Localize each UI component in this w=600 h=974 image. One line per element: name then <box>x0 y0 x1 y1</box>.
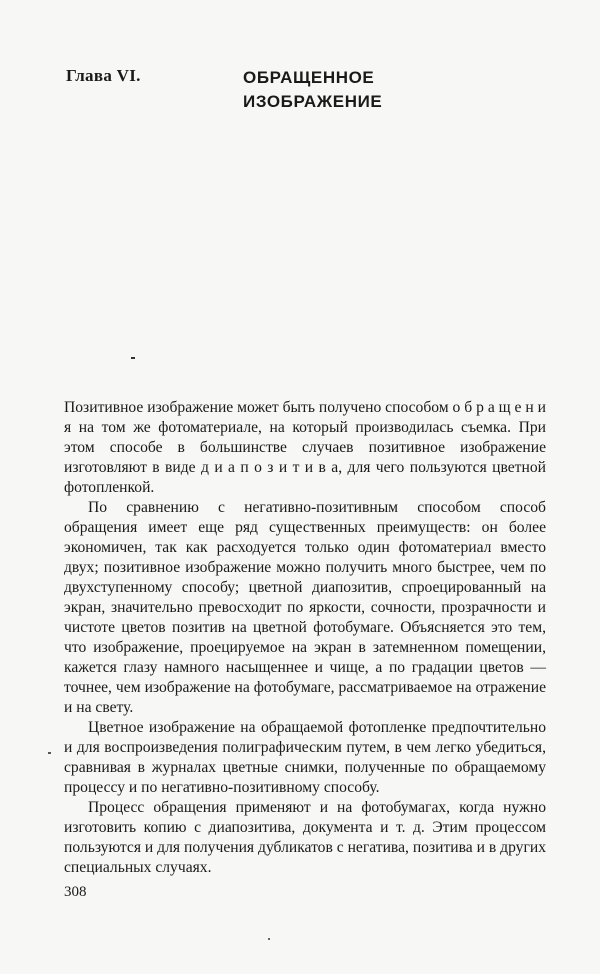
chapter-title-line-1: ОБРАЩЕННОЕ <box>243 68 375 87</box>
paragraph-3: Цветное изображение на обращаемой фотопленке предпочтительно и для воспроизведения полиграфическим путем, в чем легко убедиться, сравнивая в журналах цветные снимки, полученные по обращаемому процессу и по негативно-позитивному способу. <box>64 719 546 796</box>
chapter-label: Глава VI. <box>66 66 141 85</box>
page-number: 308 <box>64 884 87 900</box>
paragraph-1: Позитивное изображение может быть получено способом о б р а щ е н и я на том же фотоматериале, на который производилась съемка. При этом способе в большинстве случаев позитивное изображение изготовляют в виде д и а п о з и т и в а, для чего пользуются цветной фотопленкой. <box>64 399 546 496</box>
paragraph-2: По сравнению с негативно-позитивным способом способ обращения имеет еще ряд существенных преимуществ: он более экономичен, так как расходуется только один фотоматериал вместо двух; позитивное изображение можно получить много быстрее, чем по двухступенному способу; цветной диапозитив, спроецированный на экран, значительно превосходит по яркости, сочности, прозрачности и чистоте цветов позитив на цветной фотобумаге. Объясняется это тем, что изображение, проецируемое на экран в затемненном помещении, кажется глазу намного насыщеннее и чище, а по градации цветов — точнее, чем изображение на фотобумаге, рассматриваемое на отражение и на свету. <box>64 499 546 716</box>
paragraph-4: Процесс обращения применяют и на фотобумагах, когда нужно изготовить копию с диапозитива, документа и т. д. Этим процессом пользуются и для получения дубликатов с негатива, позитива и в других специальных случаях. <box>64 799 546 876</box>
chapter-title-line-2: ИЗОБРАЖЕНИЕ <box>243 92 383 111</box>
print-speck <box>131 357 135 359</box>
print-speck <box>48 752 51 754</box>
body-text <box>64 398 546 878</box>
chapter-title <box>243 66 382 114</box>
print-speck <box>268 938 270 940</box>
